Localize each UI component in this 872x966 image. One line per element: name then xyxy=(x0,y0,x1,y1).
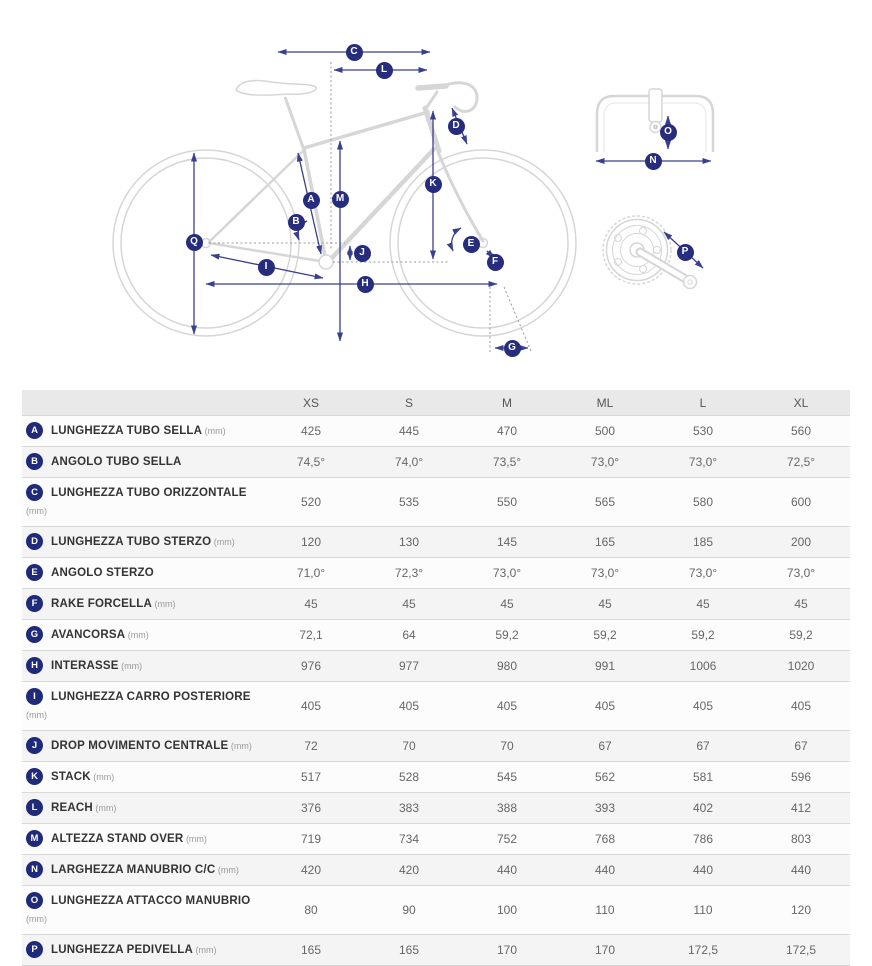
row-value: 67 xyxy=(556,731,654,762)
row-label-cell xyxy=(22,731,262,762)
row-value: 405 xyxy=(752,682,850,731)
cockpit xyxy=(418,83,477,112)
row-value: 470 xyxy=(458,416,556,447)
geometry-table xyxy=(22,390,850,966)
row-value: 165 xyxy=(360,935,458,966)
row-value: 59,2 xyxy=(752,620,850,651)
row-letter-badge: G xyxy=(26,626,43,643)
row-value: 1020 xyxy=(752,651,850,682)
row-value: 73,0° xyxy=(556,447,654,478)
table-row xyxy=(22,416,850,447)
row-value: 500 xyxy=(556,416,654,447)
row-letter-badge: H xyxy=(26,657,43,674)
row-value: 80 xyxy=(262,886,360,935)
row-value: 803 xyxy=(752,824,850,855)
table-row xyxy=(22,855,850,886)
row-unit: (mm) xyxy=(90,772,115,782)
row-value: 45 xyxy=(556,589,654,620)
row-letter-badge: D xyxy=(26,533,43,550)
size-header-ML: ML xyxy=(556,390,654,416)
table-row xyxy=(22,527,850,558)
diagram-label-A: A xyxy=(303,192,320,209)
row-label: ANGOLO STERZO xyxy=(51,567,154,579)
row-letter-badge: A xyxy=(26,422,43,439)
row-label: ALTEZZA STAND OVER xyxy=(51,833,184,845)
row-letter-badge: P xyxy=(26,941,43,958)
row-value: 580 xyxy=(654,478,752,527)
row-label-cell xyxy=(22,682,262,731)
row-value: 977 xyxy=(360,651,458,682)
row-value: 528 xyxy=(360,762,458,793)
row-letter-badge: N xyxy=(26,861,43,878)
row-value: 73,5° xyxy=(458,447,556,478)
row-value: 383 xyxy=(360,793,458,824)
row-value: 90 xyxy=(360,886,458,935)
row-value: 59,2 xyxy=(458,620,556,651)
row-value: 405 xyxy=(654,682,752,731)
row-value: 74,5° xyxy=(262,447,360,478)
top-tube xyxy=(304,112,428,148)
row-value: 402 xyxy=(654,793,752,824)
row-value: 59,2 xyxy=(654,620,752,651)
row-value: 165 xyxy=(556,527,654,558)
pedal-hole xyxy=(684,276,697,289)
diagram-label-Q: Q xyxy=(186,234,203,251)
row-value: 67 xyxy=(654,731,752,762)
row-value: 73,0° xyxy=(654,558,752,589)
row-letter-badge: J xyxy=(26,737,43,754)
row-unit: (mm) xyxy=(215,865,239,875)
row-unit: (mm) xyxy=(152,599,176,609)
bike-art xyxy=(113,81,713,336)
diagram-label-M: M xyxy=(332,191,349,208)
row-value: 165 xyxy=(262,935,360,966)
row-value: 170 xyxy=(556,935,654,966)
row-value: 59,2 xyxy=(556,620,654,651)
row-value: 110 xyxy=(654,886,752,935)
row-value: 200 xyxy=(752,527,850,558)
row-label-cell xyxy=(22,935,262,966)
row-label-cell xyxy=(22,855,262,886)
row-letter-badge: E xyxy=(26,564,43,581)
row-value: 596 xyxy=(752,762,850,793)
row-label: LUNGHEZZA CARRO POSTERIORE xyxy=(51,691,251,703)
row-label: INTERASSE xyxy=(51,660,119,672)
row-value: 786 xyxy=(654,824,752,855)
size-header-row xyxy=(22,390,850,416)
diagram-label-G: G xyxy=(504,340,521,357)
row-label-cell xyxy=(22,651,262,682)
row-label: ANGOLO TUBO SELLA xyxy=(51,456,182,468)
row-value: 405 xyxy=(262,682,360,731)
row-unit: (mm) xyxy=(211,537,235,547)
diagram-label-D: D xyxy=(448,118,465,135)
measure-E-arc xyxy=(452,228,461,251)
row-unit: (mm) xyxy=(26,710,47,720)
row-value: 74,0° xyxy=(360,447,458,478)
diagram-label-O: O xyxy=(660,124,677,141)
row-label: LUNGHEZZA TUBO SELLA xyxy=(51,425,203,437)
row-value: 420 xyxy=(360,855,458,886)
row-value: 73,0° xyxy=(752,558,850,589)
table-row xyxy=(22,447,850,478)
diagram-label-L: L xyxy=(376,62,393,79)
row-letter-badge: B xyxy=(26,453,43,470)
row-value: 405 xyxy=(556,682,654,731)
row-label-cell xyxy=(22,886,262,935)
row-value: 130 xyxy=(360,527,458,558)
table-row xyxy=(22,824,850,855)
row-value: 145 xyxy=(458,527,556,558)
size-header-XS: XS xyxy=(262,390,360,416)
table-row xyxy=(22,793,850,824)
row-value: 71,0° xyxy=(262,558,360,589)
row-value: 440 xyxy=(654,855,752,886)
row-label: AVANCORSA xyxy=(51,629,126,641)
table-row xyxy=(22,651,850,682)
row-value: 405 xyxy=(360,682,458,731)
front-wheel xyxy=(390,150,576,336)
table-row xyxy=(22,620,850,651)
bike-geometry-diagram xyxy=(0,0,872,390)
diagram-label-K: K xyxy=(425,176,442,193)
row-label: STACK xyxy=(51,771,91,783)
row-unit: (mm) xyxy=(26,914,47,924)
row-value: 110 xyxy=(556,886,654,935)
row-value: 734 xyxy=(360,824,458,855)
row-value: 64 xyxy=(360,620,458,651)
row-value: 550 xyxy=(458,478,556,527)
row-value: 752 xyxy=(458,824,556,855)
table-row xyxy=(22,731,850,762)
head-tube xyxy=(425,108,439,151)
row-unit: (mm) xyxy=(183,834,207,844)
size-header-S: S xyxy=(360,390,458,416)
diagram-label-H: H xyxy=(357,276,374,293)
frame xyxy=(209,108,483,269)
row-value: 565 xyxy=(556,478,654,527)
row-unit: (mm) xyxy=(26,506,47,516)
row-value: 72,5° xyxy=(752,447,850,478)
diagram-label-B: B xyxy=(288,214,305,231)
row-value: 72 xyxy=(262,731,360,762)
row-value: 45 xyxy=(262,589,360,620)
row-label: REACH xyxy=(51,802,93,814)
row-value: 73,0° xyxy=(556,558,654,589)
row-value: 719 xyxy=(262,824,360,855)
row-unit: (mm) xyxy=(92,803,117,813)
row-label: LUNGHEZZA TUBO ORIZZONTALE xyxy=(51,487,247,499)
row-unit: (mm) xyxy=(118,661,143,671)
row-letter-badge: L xyxy=(26,799,43,816)
construction-lines xyxy=(209,62,531,352)
row-value: 517 xyxy=(262,762,360,793)
row-label: RAKE FORCELLA xyxy=(51,598,152,610)
row-label-cell xyxy=(22,620,262,651)
row-value: 120 xyxy=(752,886,850,935)
row-value: 72,3° xyxy=(360,558,458,589)
geometry-table-section xyxy=(22,390,850,966)
row-value: 45 xyxy=(752,589,850,620)
row-value: 73,0° xyxy=(654,447,752,478)
row-value: 991 xyxy=(556,651,654,682)
row-letter-badge: K xyxy=(26,768,43,785)
row-letter-badge: F xyxy=(26,595,43,612)
diagram-label-C: C xyxy=(346,44,363,61)
row-value: 440 xyxy=(556,855,654,886)
row-value: 545 xyxy=(458,762,556,793)
row-value: 170 xyxy=(458,935,556,966)
row-unit: (mm) xyxy=(228,741,252,751)
row-label: LUNGHEZZA TUBO STERZO xyxy=(51,536,212,548)
row-value: 768 xyxy=(556,824,654,855)
row-letter-badge: C xyxy=(26,484,43,501)
row-label-cell xyxy=(22,793,262,824)
row-value: 45 xyxy=(654,589,752,620)
handlebar-front-view xyxy=(597,89,713,152)
row-value: 45 xyxy=(360,589,458,620)
row-label: DROP MOVIMENTO CENTRALE xyxy=(51,740,229,752)
row-value: 45 xyxy=(458,589,556,620)
row-value: 412 xyxy=(752,793,850,824)
row-label: LARGHEZZA MANUBRIO C/C xyxy=(51,864,216,876)
row-value: 185 xyxy=(654,527,752,558)
row-label-cell xyxy=(22,447,262,478)
diagram-label-P: P xyxy=(677,244,694,261)
diagram-label-E: E xyxy=(463,236,480,253)
row-unit: (mm) xyxy=(193,945,217,955)
size-header-corner xyxy=(22,390,262,416)
row-value: 405 xyxy=(458,682,556,731)
table-row xyxy=(22,558,850,589)
row-letter-badge: O xyxy=(26,892,43,909)
geometry-drawing xyxy=(0,0,872,390)
row-value: 100 xyxy=(458,886,556,935)
saddle xyxy=(236,81,316,96)
row-value: 520 xyxy=(262,478,360,527)
row-value: 1006 xyxy=(654,651,752,682)
row-value: 388 xyxy=(458,793,556,824)
table-row xyxy=(22,935,850,966)
rear-wheel xyxy=(113,150,299,336)
row-value: 120 xyxy=(262,527,360,558)
table-row xyxy=(22,886,850,935)
row-unit: (mm) xyxy=(202,426,226,436)
row-value: 376 xyxy=(262,793,360,824)
diagram-label-J: J xyxy=(354,245,371,262)
row-value: 445 xyxy=(360,416,458,447)
row-label-cell xyxy=(22,527,262,558)
row-value: 976 xyxy=(262,651,360,682)
row-value: 67 xyxy=(752,731,850,762)
row-value: 70 xyxy=(360,731,458,762)
row-value: 420 xyxy=(262,855,360,886)
table-row xyxy=(22,762,850,793)
diagram-label-F: F xyxy=(487,254,504,271)
diagram-label-N: N xyxy=(645,153,662,170)
seatpost xyxy=(285,97,304,150)
size-header-M: M xyxy=(458,390,556,416)
row-value: 425 xyxy=(262,416,360,447)
row-value: 172,5 xyxy=(654,935,752,966)
row-value: 172,5 xyxy=(752,935,850,966)
row-value: 73,0° xyxy=(458,558,556,589)
row-value: 560 xyxy=(752,416,850,447)
row-value: 440 xyxy=(458,855,556,886)
row-label: LUNGHEZZA ATTACCO MANUBRIO xyxy=(51,895,251,907)
row-label-cell xyxy=(22,762,262,793)
row-letter-badge: I xyxy=(26,688,43,705)
row-label-cell xyxy=(22,478,262,527)
row-value: 440 xyxy=(752,855,850,886)
row-value: 581 xyxy=(654,762,752,793)
table-row xyxy=(22,682,850,731)
row-value: 980 xyxy=(458,651,556,682)
row-value: 600 xyxy=(752,478,850,527)
row-label: LUNGHEZZA PEDIVELLA xyxy=(51,944,194,956)
row-value: 393 xyxy=(556,793,654,824)
row-value: 72,1 xyxy=(262,620,360,651)
row-value: 70 xyxy=(458,731,556,762)
table-row xyxy=(22,478,850,527)
row-value: 535 xyxy=(360,478,458,527)
row-label-cell xyxy=(22,589,262,620)
bottom-bracket xyxy=(319,255,333,269)
diagram-label-I: I xyxy=(258,259,275,276)
size-header-XL: XL xyxy=(752,390,850,416)
row-label-cell xyxy=(22,558,262,589)
row-value: 530 xyxy=(654,416,752,447)
stem-front xyxy=(649,89,662,122)
row-value: 562 xyxy=(556,762,654,793)
row-letter-badge: M xyxy=(26,830,43,847)
table-row xyxy=(22,589,850,620)
row-unit: (mm) xyxy=(125,630,149,640)
row-label-cell xyxy=(22,416,262,447)
size-header-L: L xyxy=(654,390,752,416)
row-label-cell xyxy=(22,824,262,855)
